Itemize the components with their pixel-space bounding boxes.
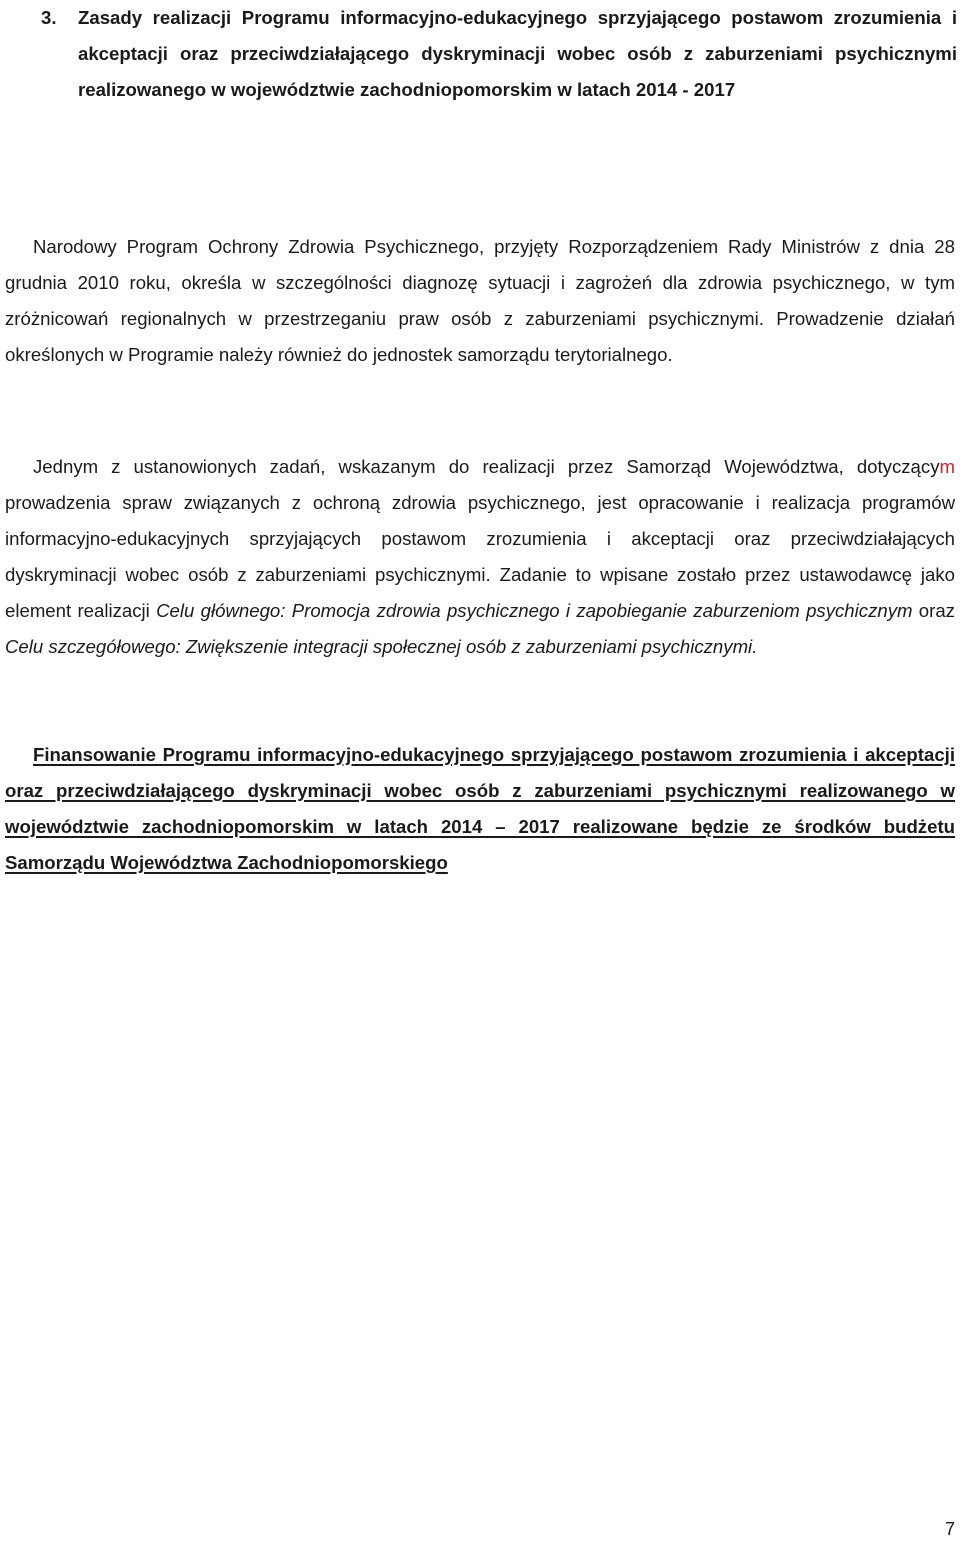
paragraph-financing: Finansowanie Programu informacyjno-edukacyjnego sprzyjającego postawom zrozumienia i akceptacji oraz przeciwdziałającego dyskryminacji wobec osób z zaburzeniami psychicznymi realizowanego w województwie zachodniopomorskim w latach 2014 – 2017 realizowane będzie ze środków budżetu Samorządu Województwa Zachodniopomorskiego xyxy=(5,743,955,873)
specific-goal-italic: Celu szczegółowego: Zwiększenie integracji społecznej osób z zaburzeniami psychicznymi. xyxy=(5,635,758,657)
highlighted-letter: m xyxy=(939,455,955,477)
paragraph-national-program: Narodowy Program Ochrony Zdrowia Psychicznego, przyjęty Rozporządzeniem Rady Ministrów z dnia 28 grudnia 2010 roku, określa w szczególności diagnozę sytuacji i zagrożeń dla zdrowia psychicznego, w tym zróżnicowań regionalnych w przestrzeganiu praw osób z zaburzeniami psychicznymi. Prowadzenie działań określonych w Programie należy również do jednostek samorządu terytorialnego. xyxy=(5,235,955,365)
page-number: 7 xyxy=(944,1519,955,1539)
main-goal-italic: Celu głównego: Promocja zdrowia psychicznego i zapobieganie zaburzeniom psychicznym xyxy=(156,599,913,621)
paragraph-tasks-text-2: prowadzenia spraw związanych z ochroną zdrowia psychicznego, jest opracowanie i realizacja programów informacyjno-edukacyjnych sprzyjających postawom zrozumienia i akceptacji oraz przeciwdziałających dyskryminacji wobec osób z zaburzeniami psychicznymi. Zadanie to wpisane zostało przez ustawodawcę jako element realizacji xyxy=(5,491,955,621)
paragraph-tasks-text-3: oraz xyxy=(912,599,955,621)
paragraph-tasks xyxy=(5,449,955,665)
section-heading xyxy=(5,0,957,108)
section-title: Zasady realizacji Programu informacyjno-edukacyjnego sprzyjającego postawom zrozumienia i akceptacji oraz przeciwdziałającego dyskryminacji wobec osób z zaburzeniami psychicznymi realizowanego w województwie zachodniopomorskim w latach 2014 - 2017 xyxy=(78,7,957,100)
paragraph-tasks-text-1: Jednym z ustanowionych zadań, wskazanym do realizacji przez Samorząd Województwa, dotyczący xyxy=(33,455,940,477)
section-number: 3. xyxy=(41,7,57,28)
